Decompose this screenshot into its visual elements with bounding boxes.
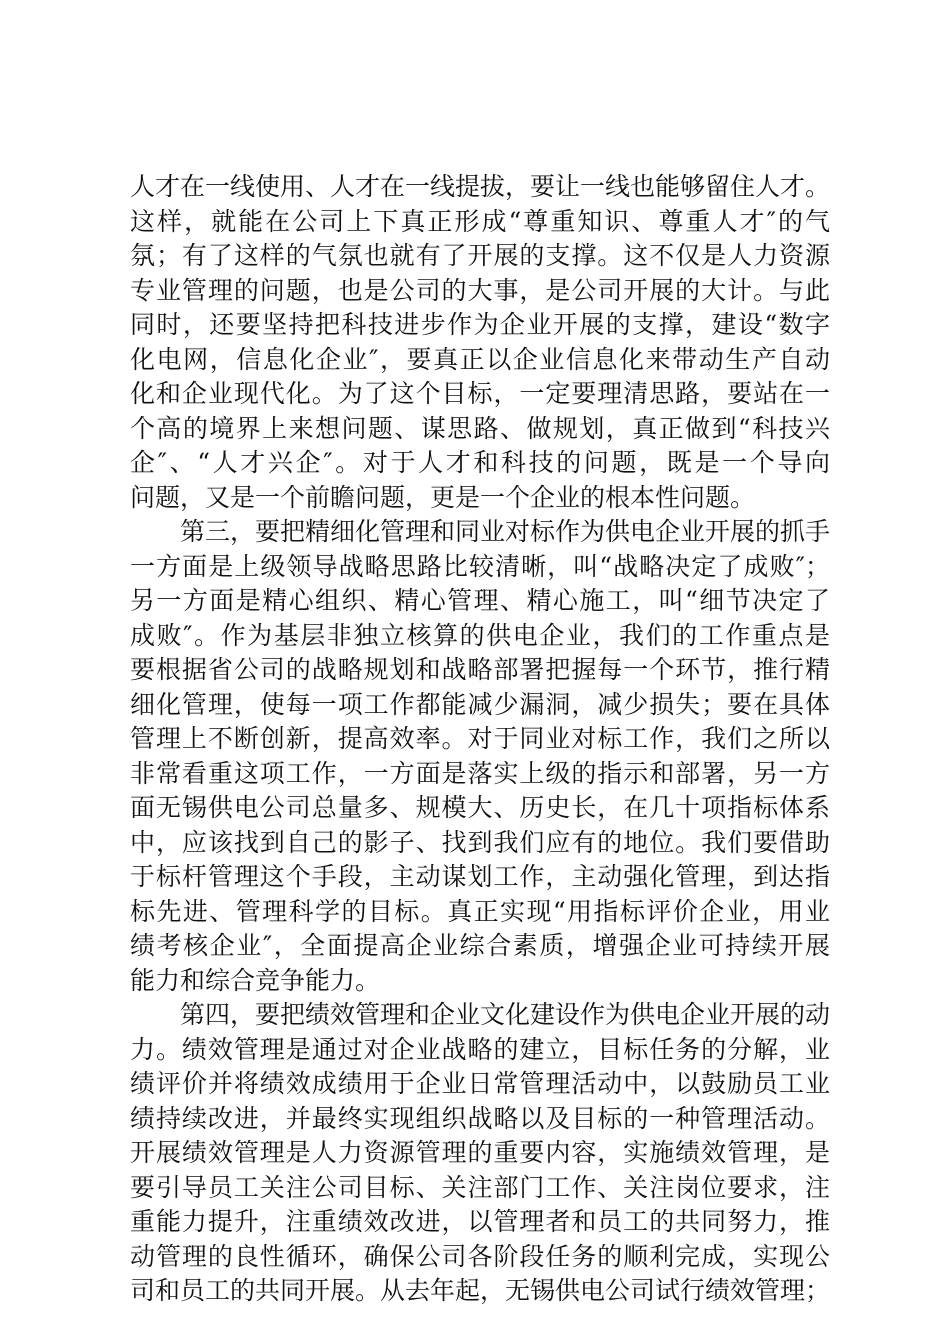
- text-line: 中，应该找到自己的影子、找到我们应有的地位。我们要借助: [130, 827, 830, 857]
- document-body: [130, 170, 830, 1309]
- text-line: 绩持续改进，并最终实现组织战略以及目标的一种管理活动。: [130, 1103, 830, 1133]
- text-line: 细化管理，使每一项工作都能减少漏洞，减少损失；要在具体: [130, 689, 830, 719]
- text-line: 面无锡供电公司总量多、规模大、历史长，在几十项指标体系: [130, 793, 830, 822]
- text-line: 要引导员工关注公司目标、关注部门工作、关注岗位要求，注: [130, 1172, 830, 1202]
- text-line: 个高的境界上来想问题、谋思路、做规划，真正做到“科技兴: [130, 413, 830, 443]
- text-line: 能力和综合竞争能力。: [130, 965, 381, 995]
- text-line: 标先进、管理科学的目标。真正实现“用指标评价企业，用业: [130, 896, 830, 926]
- text-line: 这样，就能在公司上下真正形成“尊重知识、尊重人才″的气: [130, 206, 830, 236]
- text-line: 绩评价并将绩效成绩用于企业日常管理活动中，以鼓励员工业: [130, 1069, 830, 1098]
- text-line: 一方面是上级领导战略思路比较清晰，叫“战略决定了成败″；: [130, 551, 830, 581]
- text-line: 重能力提升，注重绩效改进，以管理者和员工的共同努力，推: [130, 1207, 830, 1236]
- paragraph-start-line: 第四，要把绩效管理和企业文化建设作为供电企业开展的动: [180, 1000, 830, 1029]
- text-line: 力。绩效管理是通过对企业战略的建立，目标任务的分解，业: [130, 1034, 830, 1064]
- text-line: 化和企业现代化。为了这个目标，一定要理清思路，要站在一: [130, 379, 830, 408]
- text-line: 同时，还要坚持把科技进步作为企业开展的支撑，建设“数字: [130, 310, 830, 339]
- text-line: 问题，又是一个前瞻问题，更是一个企业的根本性问题。: [130, 482, 756, 512]
- text-line: 另一方面是精心组织、精心管理、精心施工，叫“细节决定了: [130, 586, 830, 615]
- text-line: 要根据省公司的战略规划和战略部署把握每一个环节，推行精: [130, 655, 830, 684]
- paragraph-start-line: 第三，要把精细化管理和同业对标作为供电企业开展的抓手: [180, 517, 830, 546]
- text-line: 氛；有了这样的气氛也就有了开展的支撑。这不仅是人力资源: [130, 241, 830, 270]
- text-line: 非常看重这项工作，一方面是落实上级的指示和部署，另一方: [130, 758, 830, 788]
- text-line: 专业管理的问题，也是公司的大事，是公司开展的大计。与此: [130, 275, 830, 305]
- text-line: 成败″。作为基层非独立核算的供电企业，我们的工作重点是: [130, 620, 830, 650]
- text-line: 企″、“人才兴企″。对于人才和科技的问题，既是一个导向: [130, 448, 830, 477]
- text-line: 开展绩效管理是人力资源管理的重要内容，实施绩效管理，是: [130, 1138, 830, 1167]
- text-line: 于标杆管理这个手段，主动谋划工作，主动强化管理，到达指: [130, 862, 830, 891]
- text-line: 绩考核企业″，全面提高企业综合素质，增强企业可持续开展: [130, 931, 830, 960]
- text-line: 管理上不断创新，提高效率。对于同业对标工作，我们之所以: [130, 724, 830, 753]
- text-line: 化电网，信息化企业″，要真正以企业信息化来带动生产自动: [130, 344, 830, 374]
- text-line: 动管理的良性循环，确保公司各阶段任务的顺利完成，实现公: [130, 1241, 830, 1271]
- text-line: 司和员工的共同开展。从去年起，无锡供电公司试行绩效管理；: [130, 1276, 830, 1305]
- text-line: 人才在一线使用、人才在一线提拔，要让一线也能够留住人才。: [130, 172, 830, 201]
